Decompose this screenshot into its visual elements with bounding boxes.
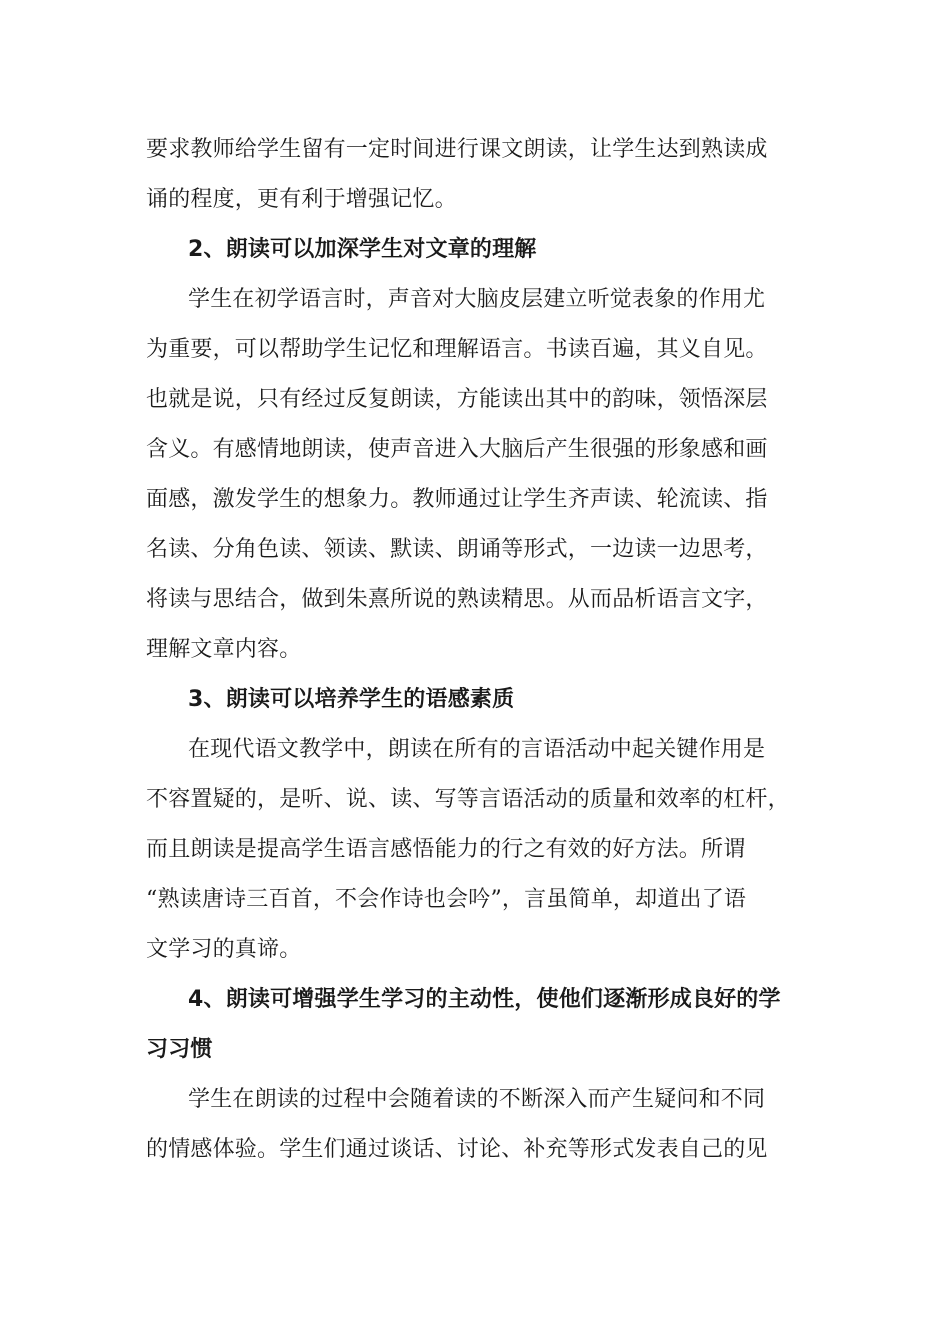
body-line: 要求教师给学生留有一定时间进行课文朗读，让学生达到熟读成 [146, 137, 768, 162]
body-line: “熟读唐诗三百首，不会作诗也会吟”，言虽简单，却道出了语 [146, 887, 747, 912]
body-line: 理解文章内容。 [146, 637, 302, 662]
body-line: 将读与思结合，做到朱熹所说的熟读精思。从而品析语言文字， [146, 587, 768, 612]
body-line: 面感，激发学生的想象力。教师通过让学生齐声读、轮流读、指 [146, 487, 768, 512]
body-line: 在现代语文教学中，朗读在所有的言语活动中起关键作用是 [188, 737, 766, 762]
body-line: 为重要，可以帮助学生记忆和理解语言。书读百遍，其义自见。 [146, 337, 768, 362]
section-heading-2: 2、朗读可以加深学生对文章的理解 [188, 237, 537, 262]
body-line: 文学习的真谛。 [146, 937, 302, 962]
body-line: 也就是说，只有经过反复朗读，方能读出其中的韵味，领悟深层 [146, 387, 768, 412]
body-line: 含义。有感情地朗读，使声音进入大脑后产生很强的形象感和画 [146, 437, 768, 462]
body-line: 学生在初学语言时，声音对大脑皮层建立听觉表象的作用尤 [188, 287, 766, 312]
section-heading-4-continued: 习习惯 [146, 1037, 213, 1062]
body-line: 而且朗读是提高学生语言感悟能力的行之有效的好方法。所谓 [146, 837, 746, 862]
section-heading-3: 3、朗读可以培养学生的语感素质 [188, 687, 515, 712]
body-line: 不容置疑的，是听、说、读、写等言语活动的质量和效率的杠杆， [146, 787, 790, 812]
section-heading-4: 4、朗读可增强学生学习的主动性，使他们逐渐形成良好的学 [188, 987, 781, 1012]
body-line: 名读、分角色读、领读、默读、朗诵等形式，一边读一边思考， [146, 537, 768, 562]
body-line: 学生在朗读的过程中会随着读的不断深入而产生疑问和不同 [188, 1087, 766, 1112]
body-line: 的情感体验。学生们通过谈话、讨论、补充等形式发表自己的见 [146, 1137, 768, 1162]
body-line: 诵的程度，更有利于增强记忆。 [146, 187, 457, 212]
